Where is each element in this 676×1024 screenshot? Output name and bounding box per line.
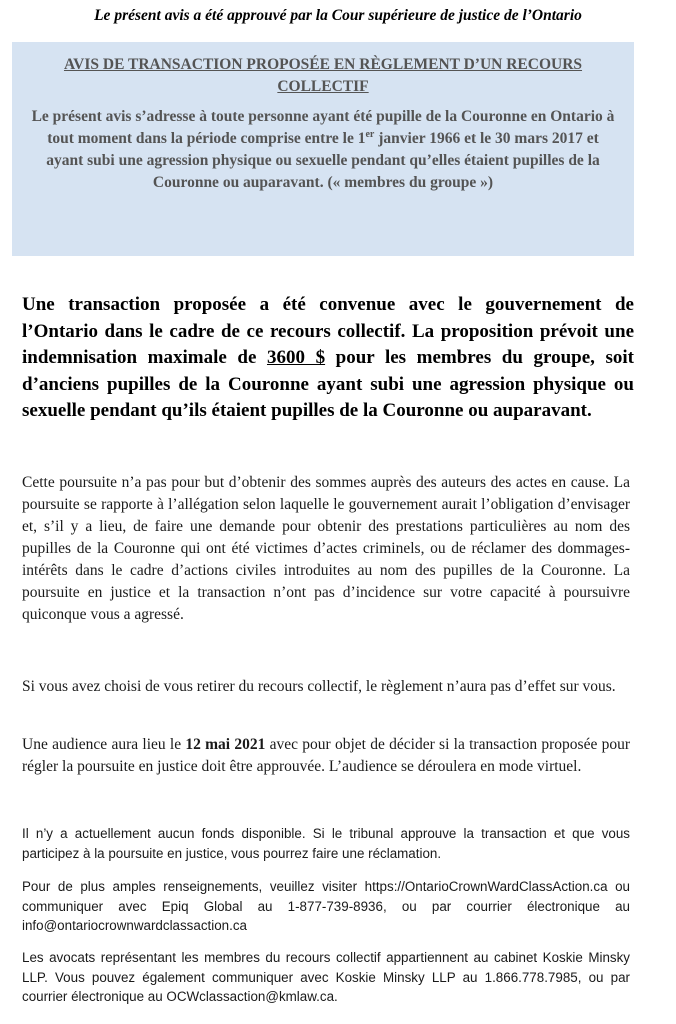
notice-audience xyxy=(30,106,616,194)
settlement-summary xyxy=(22,292,634,425)
notice-header-box xyxy=(12,42,634,256)
hearing-paragraph xyxy=(22,734,630,778)
counsel-paragraph: Les avocats représentant les membres du recours collectif appartiennent au cabinet Koskie Minsky LLP. Vous pouvez également communiquer avec Koskie Minsky LLP au 1.866.778.7985, ou par courrier électronique au OCWclassaction@kmlaw.ca. xyxy=(22,950,630,1004)
settlement-summary-text-2: pour les membres du groupe, soit d’anciens pupilles de la Couronne ayant subi une agression physique ou sexuelle pendant qu’ils étaient pupilles de la Couronne ou auparavant. xyxy=(22,347,635,421)
notice-audience-text-1: Le présent avis s’adresse à toute personne ayant été pupille de la Couronne en Ontario à tout moment dans la période comprise entre le 1 xyxy=(31,108,615,147)
notice-audience-text-2: janvier 1966 et le 30 mars 2017 et ayant subi une agression physique ou sexuelle pendant qu’elles étaient pupilles de la Couronne ou auparavant. (« membres du groupe ») xyxy=(46,130,600,191)
court-approval-note: Le présent avis a été approuvé par la Cour supérieure de justice de l’Ontario xyxy=(94,7,582,24)
opt-out-paragraph: Si vous avez choisi de vous retirer du recours collectif, le règlement n’aura pas d’effet sur vous. xyxy=(22,678,616,695)
hearing-text-2: avec pour objet de décider si la transaction proposée pour régler la poursuite en justice doit être approuvée. L’audience se déroulera en mode virtuel. xyxy=(22,736,631,775)
contact-info-paragraph: Pour de plus amples renseignements, veuillez visiter https://OntarioCrownWardClassAction.ca ou communiquer avec Epiq Global au 1-877-739-8936, ou par courrier électronique au info@ontariocrownwardclassaction.ca xyxy=(22,879,630,933)
hearing-text-1: Une audience aura lieu le xyxy=(22,736,186,753)
funds-paragraph: Il n’y a actuellement aucun fonds disponible. Si le tribunal approuve la transaction et que vous participez à la poursuite en justice, vous pourrez faire une réclamation. xyxy=(22,826,630,861)
lawsuit-purpose-paragraph: Cette poursuite n’a pas pour but d’obtenir des sommes auprès des auteurs des actes en cause. La poursuite se rapporte à l’allégation selon laquelle le gouvernement aurait l’obligation d’envisager et, s’il y a lieu, de faire une demande pour obtenir des prestations particulières au nom des pupilles de la Couronne qui ont été victimes d’actes criminels, ou de réclamer des dommages-intérêts dans le cadre d’actions civiles introduites au nom des pupilles de la Couronne. La poursuite en justice et la transaction n’ont pas d’incidence sur votre capacité à poursuivre quiconque vous a agressé. xyxy=(22,474,630,623)
notice-audience-superscript: er xyxy=(365,128,375,140)
notice-title: AVIS DE TRANSACTION PROPOSÉE EN RÈGLEMENT D’UN RECOURS COLLECTIF xyxy=(63,56,583,95)
hearing-date: 12 mai 2021 xyxy=(185,736,266,753)
settlement-summary-text-1: Une transaction proposée a été convenue avec le gouvernement de l’Ontario dans le cadre de ce recours collectif. La proposition prévoit une indemnisation maximale de xyxy=(22,294,634,368)
compensation-amount: 3600 $ xyxy=(266,347,326,368)
